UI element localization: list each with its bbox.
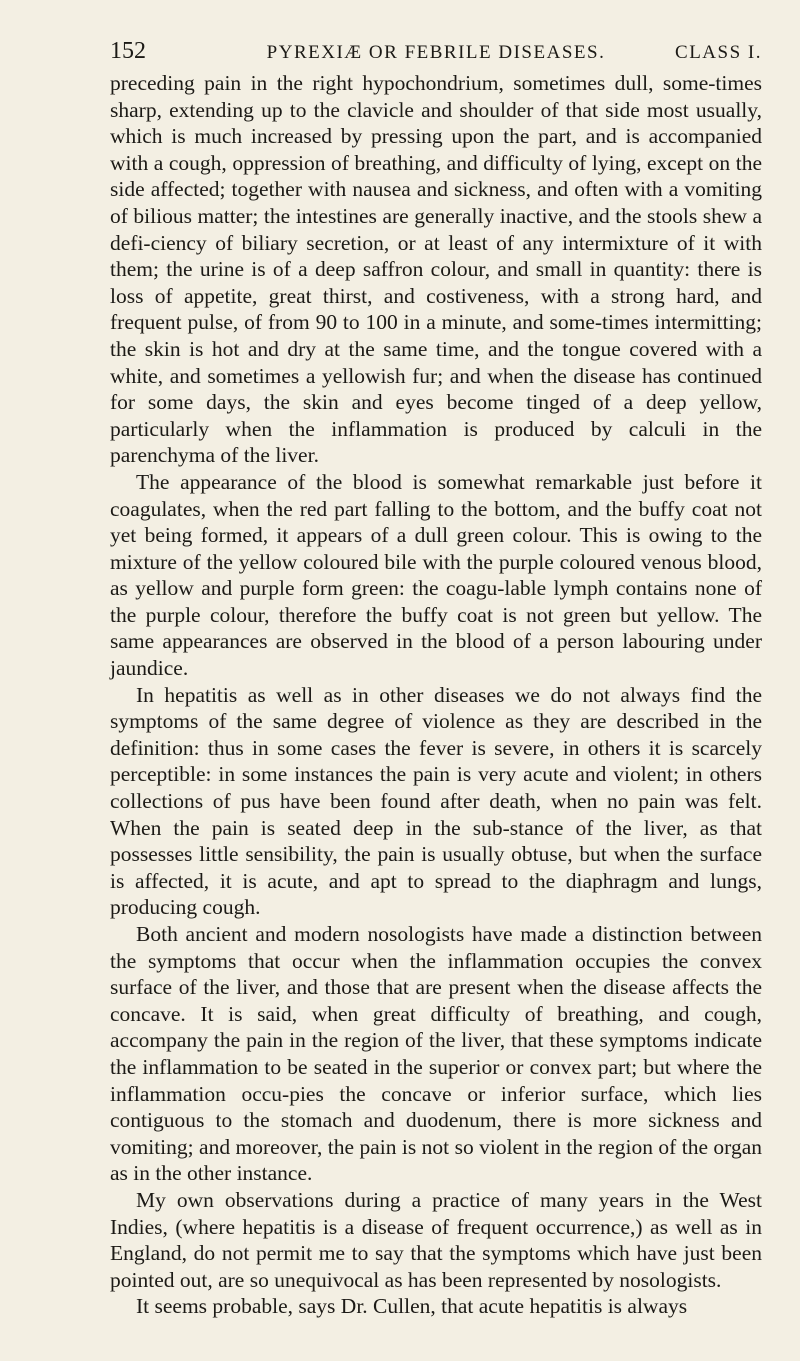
running-title: PYREXIÆ OR FEBRILE DISEASES. [266,42,606,63]
paragraph-continuation: preceding pain in the right hypochondrium, sometimes dull, some-times sharp, extending up to the clavicle and shoulder of that side most usually, which is much increased by pressing upon the part, and is accompanied with a cough, oppression of breathing, and difficulty of lying, except on the side affected; together with nausea and sickness, and often with a vomiting of bilious matter; the intestines are generally inactive, and the stools shew a defi-ciency of biliary secretion, or at least of any intermixture of it with them; the urine is of a deep saffron colour, and small in quantity: there is loss of appetite, great thirst, and costiveness, with a strong hard, and frequent pulse, of from 90 to 100 in a minute, and some-times intermitting; the skin is hot and dry at the same time, and the tongue covered with a white, and sometimes a yellowish fur; and when the disease has continued for some days, the skin and eyes become tinged of a deep yellow, particularly when the inflammation is produced by calculi in the parenchyma of the liver. [110,71,762,468]
paragraph-cullen: It seems probable, says Dr. Cullen, that acute hepatitis is always [136,1294,688,1319]
class-label: CLASS I. [675,42,762,63]
paragraph-west-indies: My own observations during a practice of many years in the West Indies, (where hepatitis is a disease of frequent occurrence,) as well as in England, do not permit me to say that the symptoms which have just been pointed out, are so unequivocal as has been represented by nosologists. [110,1187,762,1292]
body-text [110,70,762,1320]
page-number: 152 [110,38,146,64]
paragraph-convex-concave: Both ancient and modern nosologists have made a distinction between the symptoms that occur when the inflammation occupies the convex surface of the liver, and those that are present when the disease affects the concave. It is said, when great difficulty of breathing, and cough, accompany the pain in the region of the liver, that these symptoms indicate the inflammation to be seated in the superior or convex part; but where the inflammation occu-pies the concave or inferior surface, which lies contiguous to the stomach and duodenum, there is more sickness and vomiting; and moreover, the pain is not so violent in the region of the organ as in the other instance. [110,922,762,1186]
paragraph-symptom-degree: In hepatitis as well as in other diseases we do not always find the symptoms of the same degree of violence as they are described in the definition: thus in some cases the fever is severe, in others it is scarcely perceptible: in some instances the pain is very acute and violent; in others collections of pus have been found after death, when no pain was felt. When the pain is seated deep in the sub-stance of the liver, as that possesses little sensibility, the pain is usually obtuse, but when the surface is affected, it is acute, and apt to spread to the diaphragm and lungs, producing cough. [110,682,762,920]
running-header [110,38,762,70]
paragraph-blood-appearance: The appearance of the blood is somewhat remarkable just before it coagulates, when the red part falling to the bottom, and the buffy coat not yet being formed, it appears of a dull green colour. This is owing to the mixture of the yellow coloured bile with the purple coloured venous blood, as yellow and purple form green: the coagu-lable lymph contains none of the purple colour, therefore the buffy coat is not green but yellow. The same appearances are observed in the blood of a person labouring under jaundice. [110,469,762,681]
